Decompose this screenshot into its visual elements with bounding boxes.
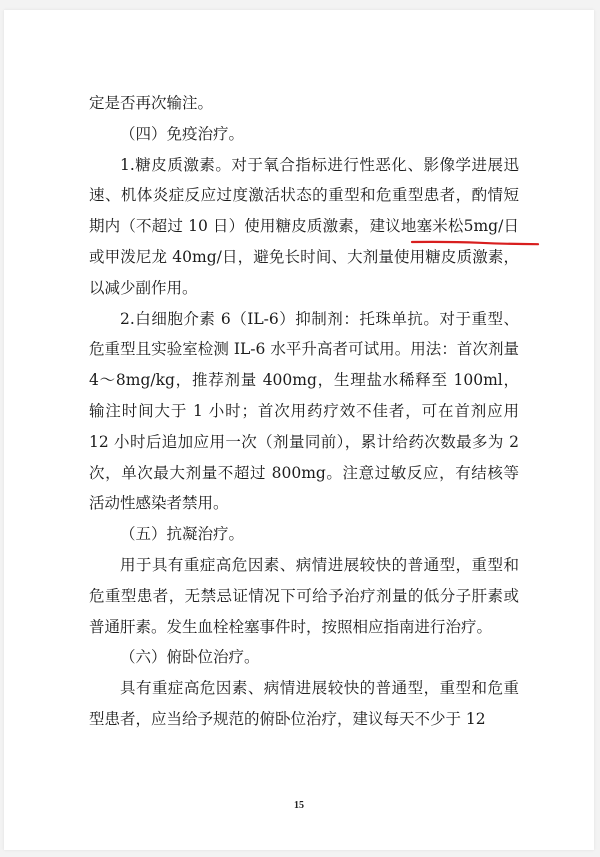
paragraph-continuation: 定是否再次输注。: [89, 94, 214, 112]
section-heading-immunotherapy: （四）免疫治疗。: [120, 124, 245, 143]
paragraph-glucocorticoid: [89, 150, 519, 304]
section-heading-prone-position: （六）俯卧位治疗。: [120, 648, 260, 667]
document-body: [89, 88, 519, 735]
paragraph-anticoagulation: 用于具有重症高危因素、病情进展较快的普通型，重型和危重型患者，无禁忌证情况下可给予治疗剂量的低分子肝素或普通肝素。发生血栓栓塞事件时，按照相应指南进行治疗。: [89, 555, 519, 636]
red-handwritten-underline: [410, 240, 540, 246]
glucocorticoid-text-b: 5mg/日或甲泼尼龙 40mg/日，避免长时间、大剂量使用糖皮质激素，以减少副作用。: [89, 217, 519, 297]
document-page: [4, 10, 594, 850]
page-number: 15: [294, 800, 304, 811]
highlighted-dexamethasone-text: 建议地塞米松: [369, 217, 464, 236]
section-heading-anticoagulation: （五）抗凝治疗。: [120, 525, 245, 544]
paragraph-il6-inhibitor: 2.白细胞介素 6（IL-6）抑制剂：托珠单抗。对于重型、危重型且实验室检测 IL-6 水平升高者可试用。用法：首次剂量 4～8mg/kg，推荐剂量 400mg，生理盐水稀释至 100ml，输注时间大于 1 小时；首次用药疗效不佳者，可在首剂应用 12 小时后追加应用一次（剂量同前），累计给药次数最多为 2 次，单次最大剂量不超过 800mg。注意过敏反应，有结核等活动性感染者禁用。: [89, 309, 519, 513]
paragraph-prone-position: 具有重症高危因素、病情进展较快的普通型，重型和危重型患者，应当给予规范的俯卧位治疗，建议每天不少于 12: [89, 679, 519, 728]
glucocorticoid-text-a: 1.糖皮质激素。对于氧合指标进行性恶化、影像学进展迅速、机体炎症反应过度激活状态的重型和危重型患者，酌情短期内（不超过 10 日）使用糖皮质激素，: [89, 155, 519, 236]
